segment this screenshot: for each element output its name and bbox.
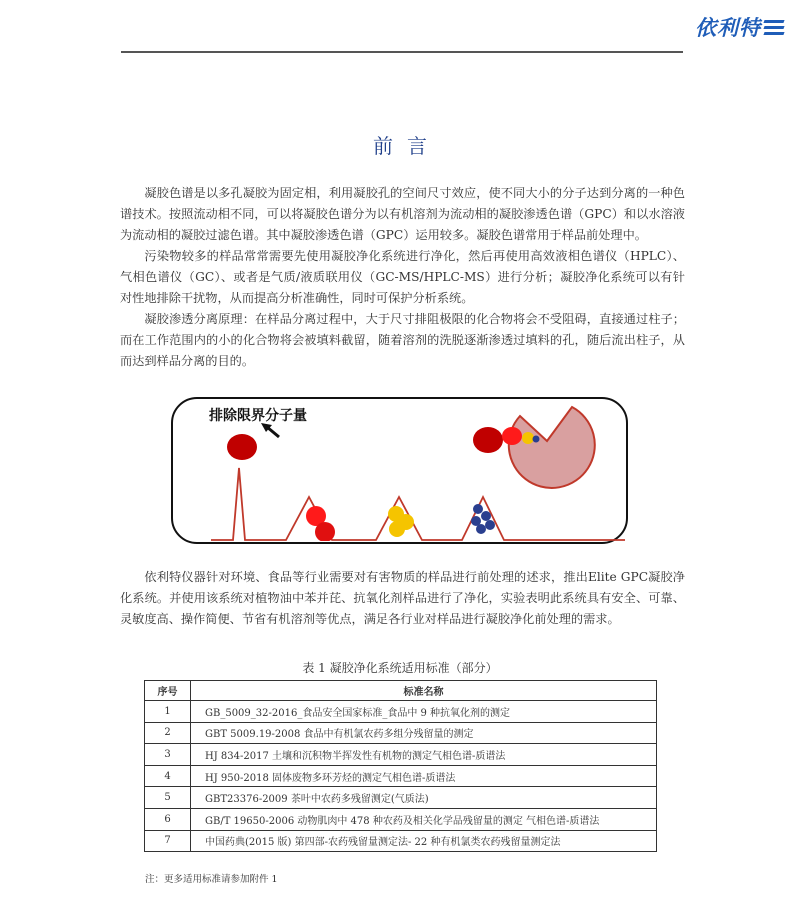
row-name: HJ 834-2017 土壤和沉积物半挥发性有机物的测定气相色谱-质谱法 xyxy=(191,744,657,766)
entering-molecule xyxy=(502,427,522,445)
table-row xyxy=(145,701,657,723)
row-num: 6 xyxy=(145,808,191,830)
arrow-icon xyxy=(261,423,279,437)
row-name: HJ 950-2018 固体废物多环芳烃的测定气相色谱-质谱法 xyxy=(191,765,657,787)
logo-bars-icon xyxy=(764,18,784,36)
table-row xyxy=(145,722,657,744)
paragraph-gel-chromatography: 凝胶色谱是以多孔凝胶为固定相，利用凝胶孔的空间尺寸效应，使不同大小的分子达到分离的一种色谱技术。按照流动相不同，可以将凝胶色谱分为以有机溶剂为流动相的凝胶渗透色谱（GPC）和以水溶液为流动相的凝胶过滤色谱。其中凝胶渗透色谱（GPC）运用较多。凝胶色谱常用于样品前处理中。 xyxy=(120,186,685,242)
excluded-molecule xyxy=(227,434,257,460)
table-row xyxy=(145,765,657,787)
table-note: 注：更多适用标准请参加附件 1 xyxy=(145,874,278,885)
row-num: 4 xyxy=(145,765,191,787)
header-rule xyxy=(121,51,683,53)
peak3-molecule xyxy=(389,521,405,537)
row-num: 2 xyxy=(145,722,191,744)
table-row xyxy=(145,830,657,852)
row-name: 中国药典(2015 版) 第四部-农药残留量测定法- 22 种有机氯类农药残留量测定法 xyxy=(191,830,657,852)
diagram-graphic xyxy=(173,399,625,541)
logo-text: 依利特 xyxy=(695,16,761,40)
paragraph-elite-gpc: 依利特仪器针对环境、食品等行业需要对有害物质的样品进行前处理的述求，推出Elite GPC凝胶净化系统。并使用该系统对植物油中苯并芘、抗氧化剂样品进行了净化，实验表明此系统具有安全、可靠、灵敏度高、操作简便、节省有机溶剂等优点，满足各行业对样品进行凝胶净化前处理的需求。 xyxy=(120,570,685,626)
entering-molecule xyxy=(533,436,540,443)
table-row xyxy=(145,808,657,830)
diagram-label: 排除限界分子量 xyxy=(209,408,307,424)
table-header-row xyxy=(145,681,657,701)
paragraph-purification: 污染物较多的样品常常需要先使用凝胶净化系统进行净化，然后再使用高效液相色谱仪（HPLC）、气相色谱仪（GC）、或者是气质/液质联用仪（GC-MS/HPLC-MS）进行分析；凝胶净化系统可以有针对性地排除干扰物，从而提高分析准确性，同时可保护分析系统。 xyxy=(120,249,685,305)
page-title: 前言 xyxy=(373,134,441,158)
header-name: 标准名称 xyxy=(191,681,657,701)
company-logo xyxy=(695,12,784,42)
standards-table xyxy=(144,680,657,852)
gel-bead xyxy=(509,407,595,488)
row-num: 5 xyxy=(145,787,191,809)
row-num: 1 xyxy=(145,701,191,723)
row-name: GBT23376-2009 茶叶中农药多残留测定(气质法) xyxy=(191,787,657,809)
intro-paragraphs xyxy=(120,183,685,372)
peak4-molecule xyxy=(473,504,483,514)
row-num: 3 xyxy=(145,744,191,766)
table-row xyxy=(145,744,657,766)
peak4-molecule xyxy=(485,520,495,530)
peak4-molecule xyxy=(481,511,491,521)
entering-molecule xyxy=(473,427,503,453)
header-num: 序号 xyxy=(145,681,191,701)
peak4-molecule xyxy=(476,524,486,534)
row-num: 7 xyxy=(145,830,191,852)
paragraph-principle: 凝胶渗透分离原理：在样品分离过程中，大于尺寸排阻极限的化合物将会不受阻碍，直接通过柱子；而在工作范围内的小的化合物将会被填料截留，随着溶剂的洗脱逐渐渗透过填料的孔，随后流出柱子，从而达到样品分离的目的。 xyxy=(120,312,685,368)
row-name: GB_5009_32-2016_食品安全国家标准_食品中 9 种抗氧化剂的测定 xyxy=(191,701,657,723)
elite-gpc-paragraph xyxy=(120,567,685,630)
separation-diagram xyxy=(171,397,628,544)
row-name: GB/T 19650-2006 动物肌肉中 478 种农药及相关化学品残留量的测定 气相色谱-质谱法 xyxy=(191,808,657,830)
row-name: GBT 5009.19-2008 食品中有机氯农药多组分残留量的测定 xyxy=(191,722,657,744)
table-caption: 表 1 凝胶净化系统适用标准（部分） xyxy=(302,661,498,675)
entering-molecule xyxy=(522,432,534,444)
table-row xyxy=(145,787,657,809)
